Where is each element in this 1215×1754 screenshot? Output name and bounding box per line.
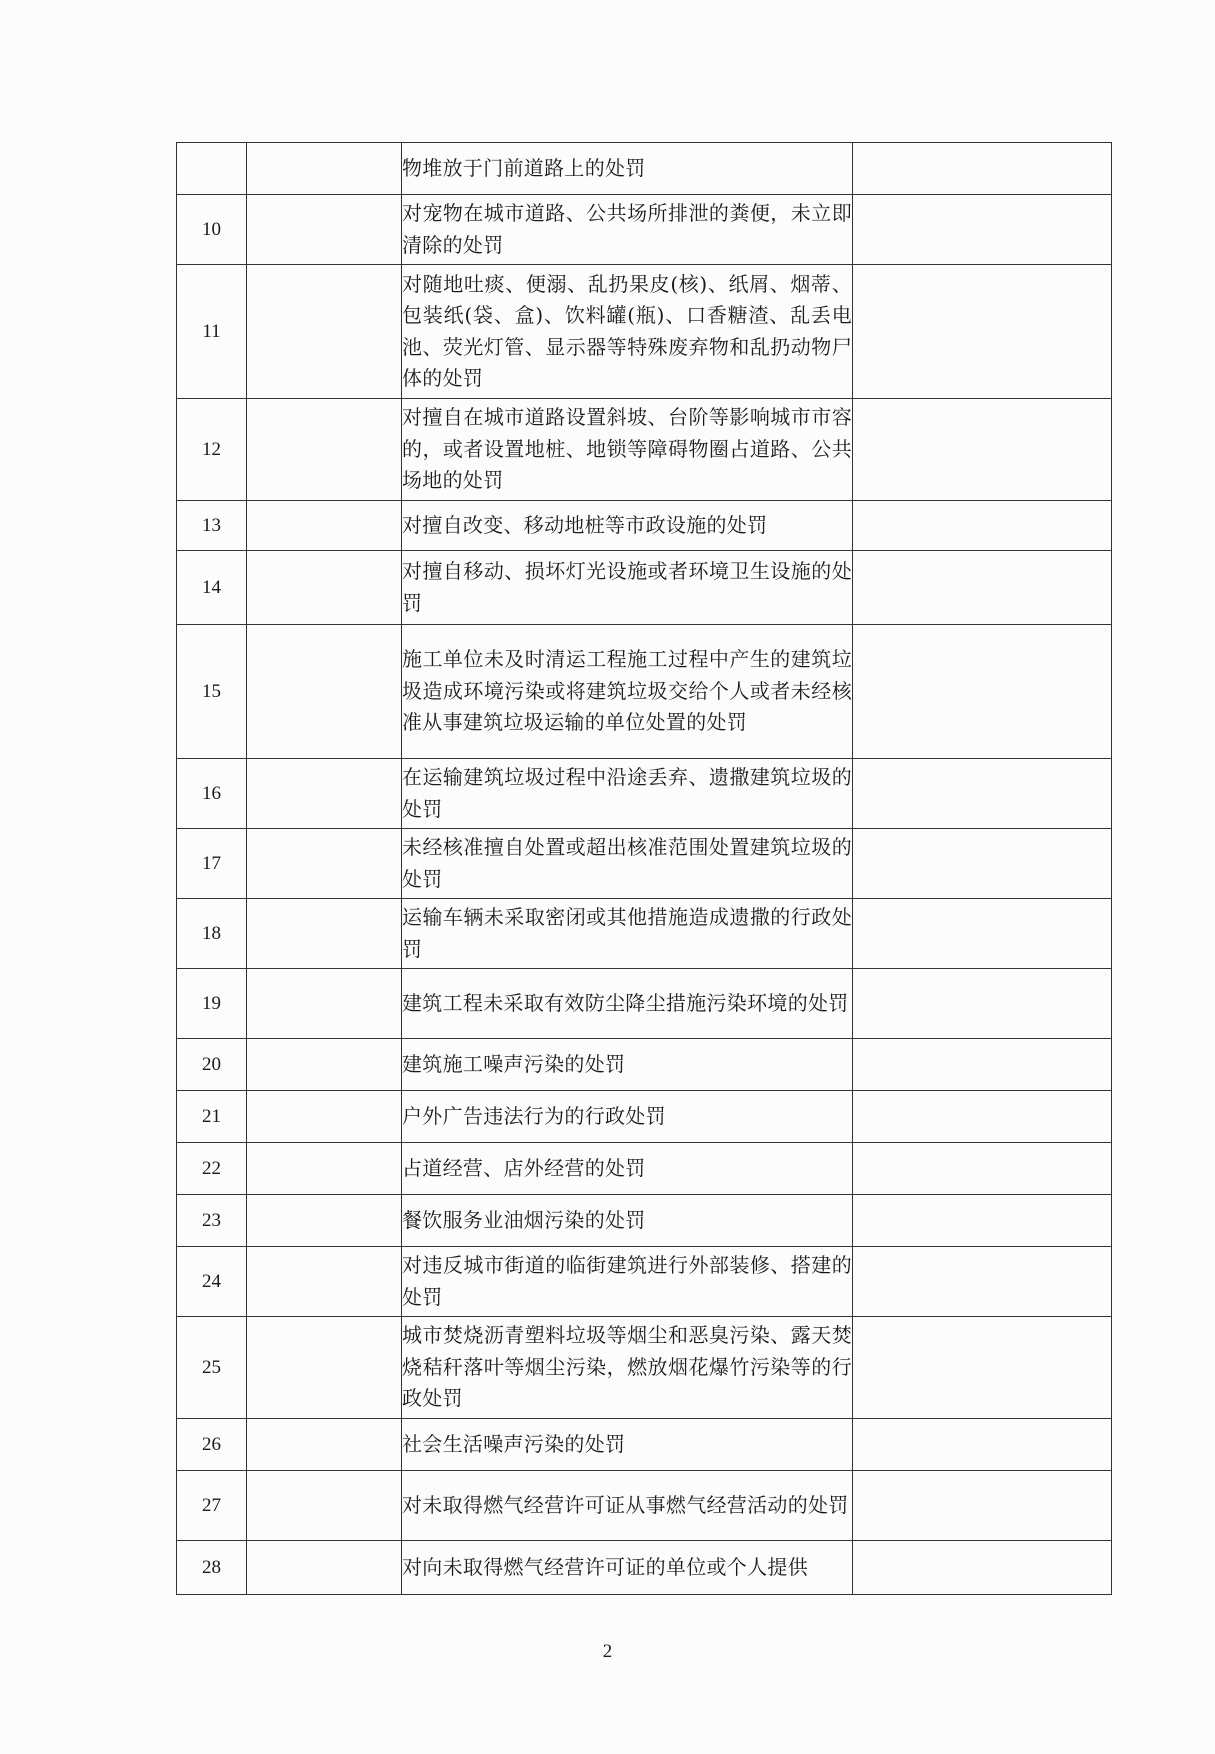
item-description: 对随地吐痰、便溺、乱扔果皮(核)、纸屑、烟蒂、包装纸(袋、盒)、饮料罐(瓶)、口香糖渣、乱丢电池、荧光灯管、显示器等特殊废弃物和乱扔动物尸体的处罚 <box>402 265 853 399</box>
empty-cell <box>247 1039 402 1091</box>
item-description: 占道经营、店外经营的处罚 <box>402 1143 853 1195</box>
table-row <box>177 1091 1112 1143</box>
table-row <box>177 759 1112 829</box>
item-description: 对擅自改变、移动地桩等市政设施的处罚 <box>402 501 853 551</box>
table-body <box>177 143 1112 1595</box>
row-number: 27 <box>177 1471 247 1541</box>
table-row <box>177 551 1112 625</box>
table-row <box>177 625 1112 759</box>
remarks-cell <box>853 501 1112 551</box>
remarks-cell <box>853 1195 1112 1247</box>
remarks-cell <box>853 1039 1112 1091</box>
empty-cell <box>247 1195 402 1247</box>
remarks-cell <box>853 969 1112 1039</box>
empty-cell <box>247 1317 402 1419</box>
table-row <box>177 1317 1112 1419</box>
item-description: 城市焚烧沥青塑料垃圾等烟尘和恶臭污染、露天焚烧秸秆落叶等烟尘污染，燃放烟花爆竹污染等的行政处罚 <box>402 1317 853 1419</box>
row-number <box>177 143 247 195</box>
row-number: 17 <box>177 829 247 899</box>
item-description: 社会生活噪声污染的处罚 <box>402 1419 853 1471</box>
table-row <box>177 1195 1112 1247</box>
row-number: 21 <box>177 1091 247 1143</box>
row-number: 12 <box>177 399 247 501</box>
item-description: 餐饮服务业油烟污染的处罚 <box>402 1195 853 1247</box>
table-row <box>177 1471 1112 1541</box>
empty-cell <box>247 195 402 265</box>
table-row <box>177 143 1112 195</box>
table-row <box>177 399 1112 501</box>
item-description: 未经核准擅自处置或超出核准范围处置建筑垃圾的处罚 <box>402 829 853 899</box>
item-description: 建筑工程未采取有效防尘降尘措施污染环境的处罚 <box>402 969 853 1039</box>
item-description: 建筑施工噪声污染的处罚 <box>402 1039 853 1091</box>
empty-cell <box>247 399 402 501</box>
empty-cell <box>247 1143 402 1195</box>
table-row <box>177 265 1112 399</box>
row-number: 20 <box>177 1039 247 1091</box>
row-number: 15 <box>177 625 247 759</box>
row-number: 22 <box>177 1143 247 1195</box>
item-description: 对擅自在城市道路设置斜坡、台阶等影响城市市容的，或者设置地桩、地锁等障碍物圈占道路、公共场地的处罚 <box>402 399 853 501</box>
remarks-cell <box>853 195 1112 265</box>
remarks-cell <box>853 551 1112 625</box>
remarks-cell <box>853 399 1112 501</box>
empty-cell <box>247 969 402 1039</box>
row-number: 11 <box>177 265 247 399</box>
row-number: 19 <box>177 969 247 1039</box>
remarks-cell <box>853 1419 1112 1471</box>
remarks-cell <box>853 899 1112 969</box>
table-row <box>177 1419 1112 1471</box>
row-number: 14 <box>177 551 247 625</box>
table-row <box>177 1541 1112 1595</box>
item-description: 户外广告违法行为的行政处罚 <box>402 1091 853 1143</box>
empty-cell <box>247 1091 402 1143</box>
remarks-cell <box>853 1317 1112 1419</box>
remarks-cell <box>853 265 1112 399</box>
table-row <box>177 969 1112 1039</box>
row-number: 24 <box>177 1247 247 1317</box>
row-number: 23 <box>177 1195 247 1247</box>
row-number: 26 <box>177 1419 247 1471</box>
empty-cell <box>247 759 402 829</box>
table-row <box>177 1247 1112 1317</box>
empty-cell <box>247 265 402 399</box>
row-number: 18 <box>177 899 247 969</box>
table-row <box>177 1039 1112 1091</box>
empty-cell <box>247 501 402 551</box>
table-row <box>177 1143 1112 1195</box>
row-number: 16 <box>177 759 247 829</box>
item-description: 对违反城市街道的临街建筑进行外部装修、搭建的处罚 <box>402 1247 853 1317</box>
remarks-cell <box>853 1091 1112 1143</box>
item-description: 物堆放于门前道路上的处罚 <box>402 143 853 195</box>
page-number: 2 <box>602 1641 613 1662</box>
row-number: 13 <box>177 501 247 551</box>
empty-cell <box>247 829 402 899</box>
item-description: 运输车辆未采取密闭或其他措施造成遗撒的行政处罚 <box>402 899 853 969</box>
row-number: 28 <box>177 1541 247 1595</box>
remarks-cell <box>853 1541 1112 1595</box>
remarks-cell <box>853 1471 1112 1541</box>
remarks-cell <box>853 625 1112 759</box>
remarks-cell <box>853 1247 1112 1317</box>
empty-cell <box>247 1419 402 1471</box>
item-description: 对向未取得燃气经营许可证的单位或个人提供 <box>402 1541 853 1595</box>
table-row <box>177 829 1112 899</box>
empty-cell <box>247 143 402 195</box>
item-description: 在运输建筑垃圾过程中沿途丢弃、遗撒建筑垃圾的处罚 <box>402 759 853 829</box>
remarks-cell <box>853 829 1112 899</box>
table-row <box>177 899 1112 969</box>
item-description: 对擅自移动、损坏灯光设施或者环境卫生设施的处罚 <box>402 551 853 625</box>
penalty-items-table <box>176 142 1112 1595</box>
remarks-cell <box>853 1143 1112 1195</box>
table-row <box>177 195 1112 265</box>
item-description: 施工单位未及时清运工程施工过程中产生的建筑垃圾造成环境污染或将建筑垃圾交给个人或者未经核准从事建筑垃圾运输的单位处置的处罚 <box>402 625 853 759</box>
empty-cell <box>247 1541 402 1595</box>
remarks-cell <box>853 143 1112 195</box>
table-row <box>177 501 1112 551</box>
empty-cell <box>247 1471 402 1541</box>
empty-cell <box>247 625 402 759</box>
remarks-cell <box>853 759 1112 829</box>
item-description: 对宠物在城市道路、公共场所排泄的粪便，未立即清除的处罚 <box>402 195 853 265</box>
empty-cell <box>247 551 402 625</box>
empty-cell <box>247 1247 402 1317</box>
row-number: 10 <box>177 195 247 265</box>
empty-cell <box>247 899 402 969</box>
item-description: 对未取得燃气经营许可证从事燃气经营活动的处罚 <box>402 1471 853 1541</box>
row-number: 25 <box>177 1317 247 1419</box>
